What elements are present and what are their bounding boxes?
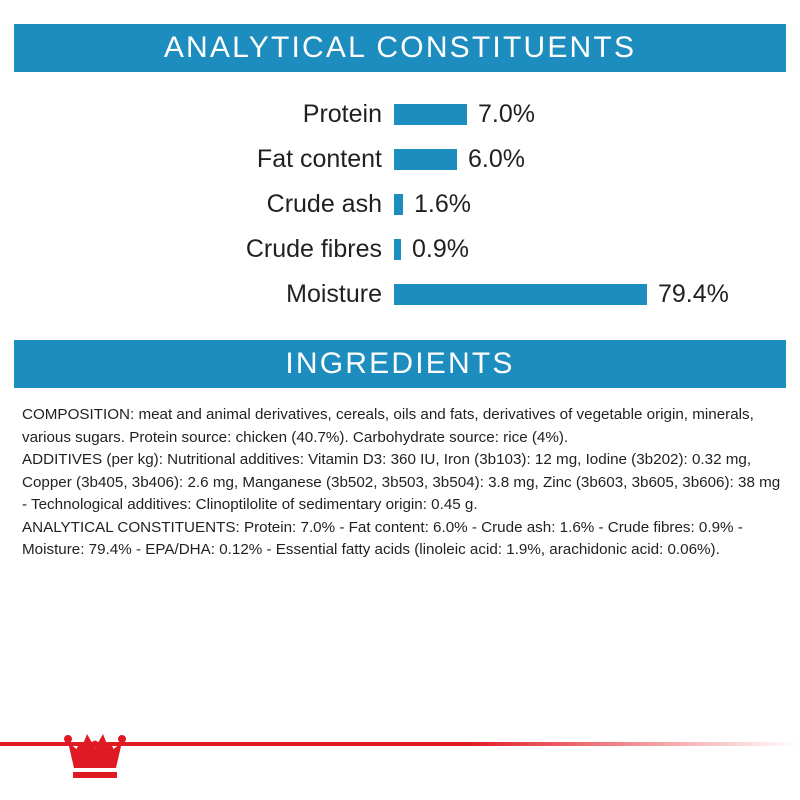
bar-track — [394, 92, 786, 137]
bar-value: 79.4% — [658, 280, 729, 308]
footer — [0, 708, 800, 800]
bar-fill — [394, 104, 467, 125]
analytical-constituents-chart — [14, 92, 786, 324]
section-header-ingredients — [14, 340, 786, 388]
bar-value: 6.0% — [468, 145, 525, 173]
bar-fill — [394, 149, 457, 170]
royal-canin-crown-icon — [62, 722, 128, 784]
bar-fill — [394, 194, 403, 215]
bar-track — [394, 227, 786, 272]
bar-track — [394, 137, 786, 182]
bar-track — [394, 182, 786, 227]
bar-label: Moisture — [286, 280, 382, 308]
additives-paragraph: ADDITIVES (per kg): Nutritional additives: Vitamin D3: 360 IU, Iron (3b103): 12 mg, Iodine (3b202): 0.32 mg, Copper (3b405, 3b406): 2.6 mg, Manganese (3b502, 3b503, 3b504): 3.8 mg, Zinc (3b603, 3b605, 3b606): 38 mg - Technological additives: Clinoptilolite of sedimentary origin: 0.45 g. — [22, 451, 781, 513]
chart-row — [14, 272, 786, 317]
bar-value: 7.0% — [478, 100, 535, 128]
bar-value: 1.6% — [414, 190, 471, 218]
bar-label: Fat content — [256, 145, 382, 173]
bar-fill — [394, 284, 647, 305]
chart-row — [14, 92, 786, 137]
ingredients-text — [22, 404, 782, 562]
section-header-analytical-constituents — [14, 24, 786, 72]
chart-row — [14, 227, 786, 272]
bar-label: Crude fibres — [245, 235, 382, 263]
bar-track — [394, 272, 786, 317]
chart-row — [14, 137, 786, 182]
bar-value: 0.9% — [412, 235, 469, 263]
bar-label: Crude ash — [266, 190, 382, 218]
chart-row — [14, 182, 786, 227]
composition-paragraph: COMPOSITION: meat and animal derivatives, cereals, oils and fats, derivatives of vegetable origin, minerals, various sugars. Protein source: chicken (40.7%). Carbohydrate source: rice (4%). — [22, 406, 754, 446]
bar-fill — [394, 239, 401, 260]
analytical-constituents-title: ANALYTICAL CONSTITUENTS — [163, 31, 637, 64]
bar-label: Protein — [302, 100, 382, 128]
ingredients-title: INGREDIENTS — [285, 347, 515, 380]
analytical-constituents-paragraph: ANALYTICAL CONSTITUENTS: Protein: 7.0% - Fat content: 6.0% - Crude ash: 1.6% - Crude fibres: 0.9% - Moisture: 79.4% - EPA/DHA: 0.12% - Essential fatty acids (linoleic acid: 1.9%, arachidonic acid: 0.06%). — [22, 518, 743, 558]
